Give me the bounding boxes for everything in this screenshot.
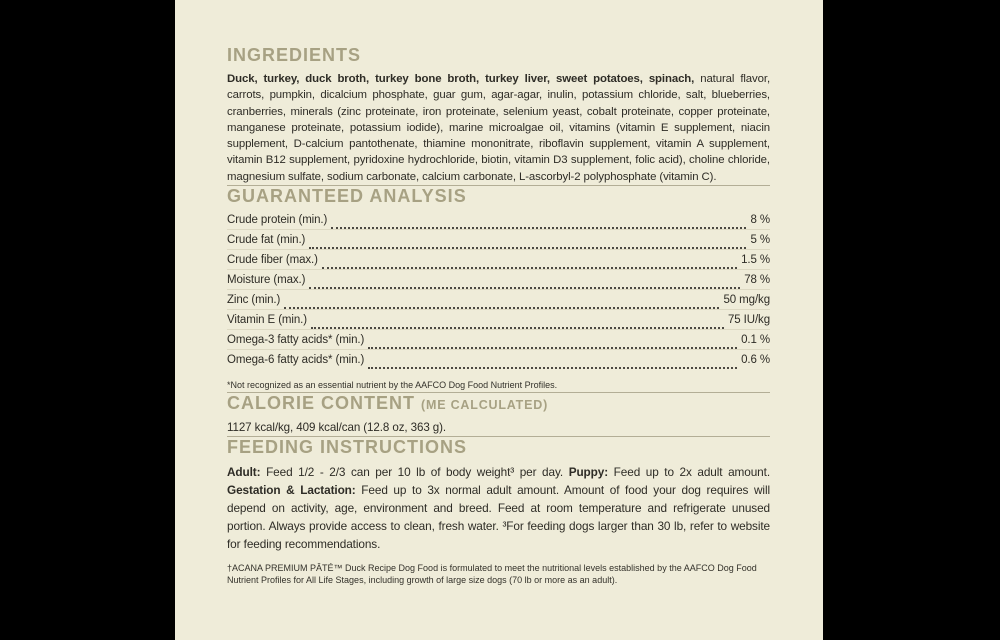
feeding-adult-text: Feed 1/2 - 2/3 can per 10 lb of body weight³ per day. [260,464,569,479]
feeding-puppy-text: Feed up to 2x adult amount. [608,464,770,479]
dot-leader [331,215,746,229]
dot-leader [309,235,746,249]
calorie-subtitle: (ME CALCULATED) [421,397,549,412]
aafco-footnote: †ACANA PREMIUM PÂTÉ™ Duck Recipe Dog Food is formulated to meet the nutritional levels established by the AAFCO Dog Food Nutrient Profiles for All Life Stages, including growth of large size dogs (70 lb or more as an adult). [227,562,757,586]
analysis-value: 1.5 % [741,254,770,267]
analysis-value: 0.1 % [741,334,770,347]
analysis-value: 78 % [744,274,770,287]
analysis-row [227,230,770,250]
analysis-label: Crude protein (min.) [227,214,328,227]
ingredients-bold-lead: Duck, turkey, duck broth, turkey bone broth, turkey liver, sweet potatoes, spinach, [227,73,695,85]
analysis-row [227,290,770,310]
feeding-instructions-heading: FEEDING INSTRUCTIONS [227,436,468,457]
feeding-gestation-text: Feed up to 3x normal adult amount. Amount of food your dog requires will depend on activity, age, environment and breed. Feed at room temperature and refrigerate unused portion. Always provide access to clean, fresh water. ³For feeding dogs larger than 30 lb, refer to website for feeding recommendations. [227,482,770,551]
ingredients-rest: natural flavor, carrots, pumpkin, dicalcium phosphate, guar gum, agar-agar, inulin, potassium chloride, salt, blueberries, cranberries, minerals (zinc proteinate, iron proteinate, selenium yeast, cobalt proteinate, copper proteinate, manganese proteinate, potassium iodide), marine microalgae oil, vitamins (vitamin E supplement, niacin supplement, D-calcium pantothenate, thiamine mononitrate, riboflavin supplement, vitamin A supplement, vitamin B12 supplement, pyridoxine hydrochloride, biotin, vitamin D3 supplement, folic acid), choline chloride, magnesium sulfate, sodium carbonate, calcium carbonate, L-ascorbyl-2 polyphosphate (vitamin C). [227,73,771,183]
feeding-gestation-label: Gestation & Lactation: [227,482,356,497]
dot-leader [322,255,737,269]
feeding-instructions-paragraph [227,463,770,553]
dot-leader [368,355,737,369]
analysis-row [227,250,770,270]
dot-leader [284,295,719,309]
calorie-values: 1127 kcal/kg, 409 kcal/can (12.8 oz, 363 g). [227,420,447,434]
calorie-title: CALORIE CONTENT [227,392,415,413]
analysis-row [227,350,770,369]
analysis-footnote: *Not recognized as an essential nutrient by the AAFCO Dog Food Nutrient Profiles. [227,380,558,391]
label-content [227,0,770,587]
calorie-content-section [227,393,770,436]
ingredients-heading: INGREDIENTS [227,45,362,65]
analysis-label: Moisture (max.) [227,274,306,287]
analysis-value: 5 % [750,234,770,247]
analysis-label: Zinc (min.) [227,294,281,307]
analysis-label: Crude fiber (max.) [227,254,318,267]
analysis-value: 75 IU/kg [727,314,770,327]
analysis-value: 8 % [750,214,770,227]
analysis-label: Vitamin E (min.) [227,314,307,327]
analysis-row [227,270,770,290]
feeding-instructions-section [227,437,770,587]
guaranteed-analysis-table [227,210,770,369]
analysis-label: Omega-6 fatty acids* (min.) [227,354,365,367]
dot-leader [309,275,740,289]
guaranteed-analysis-section [227,186,770,392]
calorie-content-heading [227,393,770,415]
feeding-puppy-label: Puppy: [568,464,609,479]
analysis-label: Crude fat (min.) [227,234,306,247]
analysis-label: Omega-3 fatty acids* (min.) [227,334,365,347]
dot-leader [311,315,724,329]
analysis-value: 0.6 % [741,354,770,367]
analysis-row [227,330,770,350]
guaranteed-analysis-heading: GUARANTEED ANALYSIS [227,186,467,207]
ingredients-paragraph [227,71,770,185]
feeding-adult-label: Adult: [227,464,261,479]
analysis-row [227,310,770,330]
dog-food-label-panel [175,0,823,640]
dot-leader [368,335,737,349]
analysis-value: 50 mg/kg [723,294,770,307]
analysis-row [227,210,770,230]
ingredients-section [227,45,770,185]
